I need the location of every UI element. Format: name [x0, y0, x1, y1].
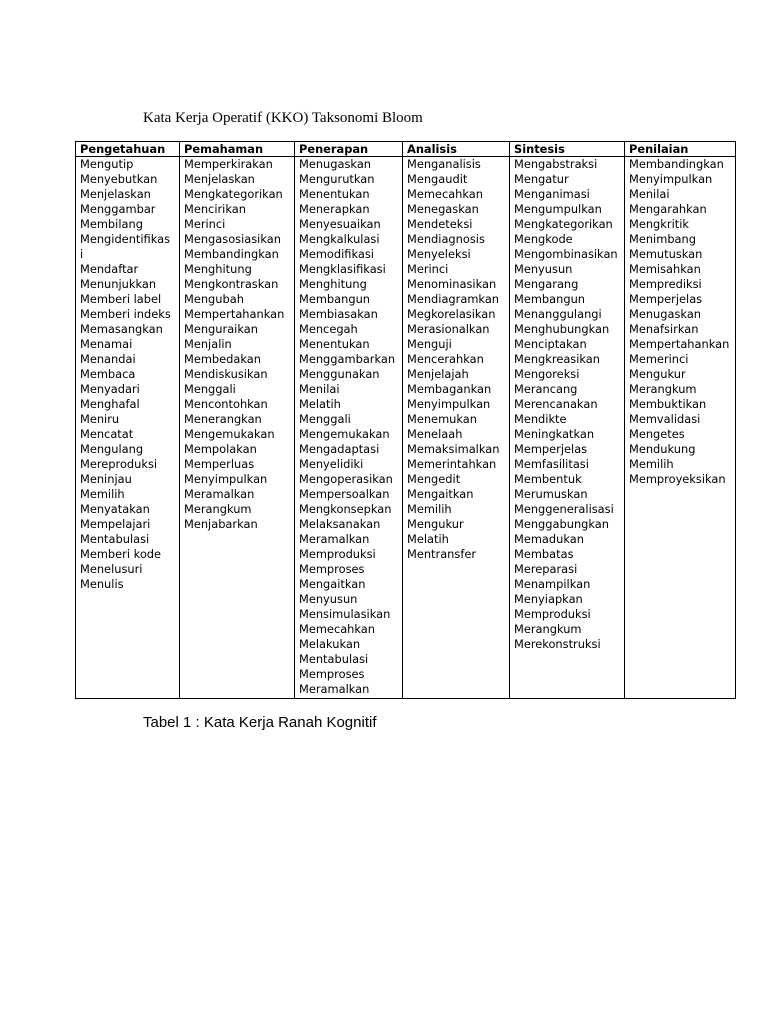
verb-item: Menyimpulkan: [407, 397, 491, 411]
table-caption: Tabel 1 : Kata Kerja Ranah Kognitif: [143, 714, 377, 731]
verb-item: Menciptakan: [514, 337, 587, 351]
verb-item: Mendaftar: [80, 262, 139, 276]
body-row: [76, 157, 736, 699]
verb-item: Meramalkan: [299, 532, 370, 546]
verb-item: Mendeteksi: [407, 217, 473, 231]
verb-item: Memprediksi: [629, 277, 702, 291]
verb-item: Menggunakan: [299, 367, 380, 381]
verb-item: Mencatat: [80, 427, 134, 441]
verb-item: Melatih: [299, 397, 341, 411]
verb-item: Menyimpulkan: [629, 172, 713, 186]
verb-item: Memproduksi: [299, 547, 376, 561]
verb-item: Menemukan: [407, 412, 477, 426]
verb-item: Memperkirakan: [184, 157, 273, 171]
verb-item: Mencirikan: [184, 202, 246, 216]
verb-item: Mencegah: [299, 322, 358, 336]
verb-item: Mereparasi: [514, 562, 578, 576]
column-analisis: [403, 157, 510, 699]
verb-item: Mengemukakan: [299, 427, 390, 441]
verb-item: Mempertahankan: [184, 307, 285, 321]
verb-item: Mengukur: [629, 367, 686, 381]
verb-item: Menggambarkan: [299, 352, 396, 366]
verb-item: Mengadaptasi: [299, 442, 380, 456]
verb-item: Mengoreksi: [514, 367, 580, 381]
verb-item: Membiasakan: [299, 307, 378, 321]
verb-item: Mensimulasikan: [299, 607, 391, 621]
verb-item: Mempertahankan: [629, 337, 730, 351]
verb-item: Menafsirkan: [629, 322, 699, 336]
verb-item: Mempolakan: [184, 442, 257, 456]
verb-item: Merasionalkan: [407, 322, 490, 336]
verb-item: Mendiagnosis: [407, 232, 485, 246]
verb-item: Mengabstraksi: [514, 157, 598, 171]
verb-item: Menyusun: [514, 262, 573, 276]
header-pemahaman: Pemahaman: [180, 142, 295, 157]
verb-item: Memecahkan: [407, 187, 483, 201]
header-sintesis: Sintesis: [510, 142, 625, 157]
verb-item: Menentukan: [299, 337, 370, 351]
verb-item: Mengkode: [514, 232, 573, 246]
verb-item: Merancang: [514, 382, 578, 396]
verb-item: Mengulang: [80, 442, 144, 456]
verb-item: Menyelidiki: [299, 457, 364, 471]
verb-item: Memilih: [407, 502, 452, 516]
column-penilaian: [625, 157, 736, 699]
verb-item: Mentransfer: [407, 547, 477, 561]
verb-item: Mencerahkan: [407, 352, 484, 366]
verb-item: Mengumpulkan: [514, 202, 602, 216]
verb-item: Mengubah: [184, 292, 244, 306]
verb-item: Melatih: [407, 532, 449, 546]
verb-item: Menulis: [80, 577, 124, 591]
verb-item: Memerintahkan: [407, 457, 497, 471]
verb-item: Menyatakan: [80, 502, 150, 516]
verb-item: Menominasikan: [407, 277, 497, 291]
verb-item: Mengoperasikan: [299, 472, 393, 486]
verb-item: Menganalisis: [407, 157, 481, 171]
verb-item: Memproyeksikan: [629, 472, 726, 486]
verb-item: Melaksanakan: [299, 517, 381, 531]
kko-table: [75, 141, 736, 699]
verb-item: Menyadari: [80, 382, 140, 396]
verb-item: Menentukan: [299, 187, 370, 201]
verb-item: Menerapkan: [299, 202, 370, 216]
verb-item: Menilai: [299, 382, 340, 396]
verb-item: Memerinci: [629, 352, 689, 366]
verb-item: Mengaitkan: [299, 577, 366, 591]
verb-item: Menggali: [184, 382, 236, 396]
verb-item: Memisahkan: [629, 262, 701, 276]
verb-item: Membatas: [514, 547, 574, 561]
column-penerapan: [295, 157, 403, 699]
verb-item: Merangkum: [184, 502, 252, 516]
verb-item: Membentuk: [514, 472, 582, 486]
verb-item: Mengidentifikas i: [80, 232, 171, 261]
verb-item: Menghitung: [299, 277, 367, 291]
verb-item: Memadukan: [514, 532, 584, 546]
verb-item: Menggali: [299, 412, 351, 426]
verb-item: Membandingkan: [184, 247, 279, 261]
verb-item: Memproduksi: [514, 607, 591, 621]
verb-item: Mengatur: [514, 172, 569, 186]
verb-item: Mendikte: [514, 412, 567, 426]
verb-item: Menyiapkan: [514, 592, 583, 606]
verb-item: Menimbang: [629, 232, 696, 246]
verb-item: Membuktikan: [629, 397, 707, 411]
verb-item: Mengkonsepkan: [299, 502, 392, 516]
verb-item: Merinci: [184, 217, 226, 231]
verb-item: Menjelajah: [407, 367, 469, 381]
verb-item: Menyimpulkan: [184, 472, 268, 486]
verb-item: Memperjelas: [514, 442, 588, 456]
verb-item: Mendiskusikan: [184, 367, 268, 381]
verb-item: Merencanakan: [514, 397, 598, 411]
verb-item: Mengarahkan: [629, 202, 707, 216]
verb-item: Menggambar: [80, 202, 156, 216]
verb-item: Mengarang: [514, 277, 579, 291]
verb-item: Menggabungkan: [514, 517, 609, 531]
verb-item: Menandai: [80, 352, 136, 366]
verb-item: Menghafal: [80, 397, 140, 411]
header-analisis: Analisis: [403, 142, 510, 157]
verb-item: Menggeneralisasi: [514, 502, 614, 516]
verb-item: Mengombinasikan: [514, 247, 618, 261]
verb-item: Menguraikan: [184, 322, 258, 336]
verb-item: Menghitung: [184, 262, 252, 276]
verb-item: Mengkalkulasi: [299, 232, 380, 246]
verb-item: Menjabarkan: [184, 517, 258, 531]
verb-item: Menelusuri: [80, 562, 143, 576]
column-pemahaman: [180, 157, 295, 699]
verb-item: Membaca: [80, 367, 136, 381]
verb-item: Menampilkan: [514, 577, 591, 591]
verb-item: Memfasilitasi: [514, 457, 589, 471]
verb-item: Memutuskan: [629, 247, 703, 261]
verb-item: Merekonstruksi: [514, 637, 601, 651]
verb-item: Mempelajari: [80, 517, 151, 531]
verb-item: Mengklasifikasi: [299, 262, 386, 276]
verb-item: Melakukan: [299, 637, 361, 651]
verb-item: Menilai: [629, 187, 670, 201]
verb-item: Menerangkan: [184, 412, 262, 426]
verb-item: Membagankan: [407, 382, 492, 396]
verb-item: Megkorelasikan: [407, 307, 496, 321]
verb-item: Mencontohkan: [184, 397, 268, 411]
verb-item: Mengkritik: [629, 217, 689, 231]
verb-item: Mengutip: [80, 157, 134, 171]
verb-item: Meningkatkan: [514, 427, 595, 441]
verb-item: Memproses: [299, 667, 365, 681]
verb-item: Mengaudit: [407, 172, 468, 186]
verb-item: Membangun: [514, 292, 586, 306]
verb-item: Menugaskan: [299, 157, 372, 171]
document-title: Kata Kerja Operatif (KKO) Taksonomi Bloom: [143, 110, 423, 126]
verb-item: Mengetes: [629, 427, 685, 441]
verb-item: Menghubungkan: [514, 322, 610, 336]
verb-item: Merumuskan: [514, 487, 588, 501]
verb-item: Meninjau: [80, 472, 132, 486]
verb-item: Mengurutkan: [299, 172, 375, 186]
column-sintesis: [510, 157, 625, 699]
verb-item: Menamai: [80, 337, 133, 351]
verb-item: Mempersoalkan: [299, 487, 390, 501]
verb-item: Menyebutkan: [80, 172, 158, 186]
verb-item: Memperluas: [184, 457, 255, 471]
verb-item: Membandingkan: [629, 157, 724, 171]
verb-item: Menjalin: [184, 337, 232, 351]
column-pengetahuan: [76, 157, 180, 699]
verb-item: Memproses: [299, 562, 365, 576]
verb-item: Mentabulasi: [80, 532, 150, 546]
header-row: [76, 142, 736, 157]
header-penerapan: Penerapan: [295, 142, 403, 157]
verb-item: Mengemukakan: [184, 427, 275, 441]
verb-item: Menyesuaikan: [299, 217, 381, 231]
verb-item: Mengukur: [407, 517, 464, 531]
verb-item: Memilih: [629, 457, 674, 471]
verb-item: Mengkategorikan: [184, 187, 283, 201]
header-pengetahuan: Pengetahuan: [76, 142, 180, 157]
verb-item: Mengedit: [407, 472, 461, 486]
verb-item: Memberi indeks: [80, 307, 171, 321]
verb-item: Mengkreasikan: [514, 352, 600, 366]
verb-item: Mereproduksi: [80, 457, 158, 471]
verb-item: Meramalkan: [299, 682, 370, 696]
verb-item: Meramalkan: [184, 487, 255, 501]
verb-item: Mengkontraskan: [184, 277, 279, 291]
verb-item: Menyeleksi: [407, 247, 471, 261]
verb-item: Meniru: [80, 412, 120, 426]
verb-item: Mengasosiasikan: [184, 232, 281, 246]
verb-item: Menunjukkan: [80, 277, 157, 291]
verb-item: Membangun: [299, 292, 371, 306]
verb-item: Merangkum: [629, 382, 697, 396]
verb-item: Menanggulangi: [514, 307, 602, 321]
verb-item: Menelaah: [407, 427, 463, 441]
verb-item: Mentabulasi: [299, 652, 369, 666]
verb-item: Memaksimalkan: [407, 442, 500, 456]
verb-item: Memberi label: [80, 292, 162, 306]
verb-item: Merinci: [407, 262, 449, 276]
verb-item: Membilang: [80, 217, 143, 231]
verb-item: Memilih: [80, 487, 125, 501]
verb-item: Memodifikasi: [299, 247, 374, 261]
verb-item: Memberi kode: [80, 547, 162, 561]
verb-item: Mendiagramkan: [407, 292, 500, 306]
verb-item: Memecahkan: [299, 622, 375, 636]
verb-item: Membedakan: [184, 352, 261, 366]
verb-item: Menguji: [407, 337, 452, 351]
verb-item: Menjelaskan: [80, 187, 151, 201]
verb-item: Mendukung: [629, 442, 696, 456]
verb-item: Menugaskan: [629, 307, 702, 321]
verb-item: Mengkategorikan: [514, 217, 613, 231]
verb-item: Menjelaskan: [184, 172, 255, 186]
verb-item: Menganimasi: [514, 187, 590, 201]
verb-item: Merangkum: [514, 622, 582, 636]
verb-item: Memvalidasi: [629, 412, 701, 426]
verb-item: Mengaitkan: [407, 487, 474, 501]
verb-item: Menegaskan: [407, 202, 479, 216]
verb-item: Memperjelas: [629, 292, 703, 306]
verb-item: Menyusun: [299, 592, 358, 606]
header-penilaian: Penilaian: [625, 142, 736, 157]
verb-item: Memasangkan: [80, 322, 163, 336]
